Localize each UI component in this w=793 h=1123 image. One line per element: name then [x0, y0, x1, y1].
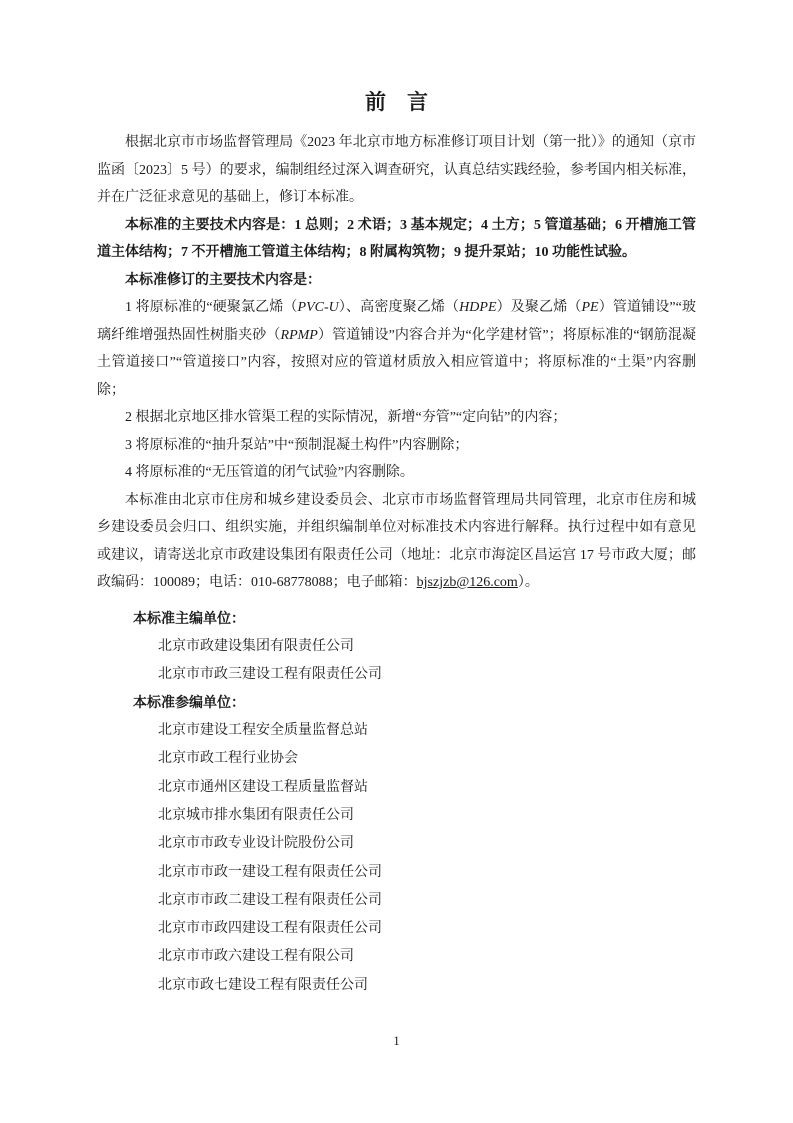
text-run: ）。: [517, 575, 539, 590]
page-footer: [0, 1032, 793, 1050]
paragraph: [97, 129, 696, 212]
unit-item: 北京市市政专业设计院股份公司: [158, 836, 354, 852]
participant-editor-unit-list: [97, 717, 696, 1000]
text-run: ）、高密度聚乙烯（: [338, 300, 460, 315]
unit-item: 北京市市政二建设工程有限责任公司: [158, 892, 382, 908]
editor-units-section: [97, 606, 696, 1001]
paragraph: [97, 294, 696, 404]
text-run: 根据北京市市场监督管理局《2023 年北京市地方标准修订项目计划（第一批）》的通知（京市监函〔2023〕5 号）的要求，编制组经过深入调查研究，认真总结实践经验，参考国内相关标准，并在广泛征求意见的基础上，修订本标准。: [97, 135, 696, 205]
text-run: 2 根据北京地区排水管渠工程的实际情况，新增“夯管”“定向钻”的内容；: [125, 410, 567, 425]
text-run: 本标准修订的主要技术内容是：: [125, 272, 321, 288]
page-title: 前 言: [365, 90, 428, 114]
text-run: 4 将原标准的“无压管道的闭气试验”内容删除。: [125, 465, 414, 480]
paragraph: [97, 459, 696, 487]
text-run: ）管道铺设”“玻璃纤维增强热固性树脂夹砂（: [97, 300, 697, 343]
text-run: 1 将原标准的“硬聚氯乙烯（: [125, 300, 298, 315]
text-run: 本标准由北京市住房和城乡建设委员会、北京市市场监督管理局共同管理，北京市住房和城乡建设委员会归口、组织实施，并组织编制单位对标准技术内容进行解释。执行过程中如有意见或建议，请寄送北京市政建设集团有限责任公司（地址：北京市海淀区昌运宫 17 号市政大厦；邮政编码：100089；电话：010-68778088；电子邮箱：: [97, 492, 696, 590]
text-run: HDPE: [459, 300, 497, 315]
text-run: 本标准的主要技术内容是：1 总则；2 术语；3 基本规定；4 土方；5 管道基础；6 开槽施工管道主体结构；7 不开槽施工管道主体结构；8 附属构筑物；9 提升泵站；10 功能性试验。: [97, 217, 696, 260]
unit-item: 北京市政工程行业协会: [158, 751, 298, 767]
paragraph: [97, 487, 696, 597]
paragraph: [97, 404, 696, 432]
paragraph-container: [97, 129, 696, 597]
page-number: 1: [393, 1034, 400, 1048]
text-run: PE: [581, 300, 599, 315]
unit-item: 北京市市政三建设工程有限责任公司: [158, 667, 382, 683]
paragraph: [97, 432, 696, 460]
paragraph: [97, 212, 696, 267]
text-run: ）管道铺设”内容合并为“化学建材管”；将原标准的“钢筋混凝土管道接口”“管道接口”内容，按照对应的管道材质放入相应管道中；将原标准的“土渠”内容删除；: [97, 327, 696, 398]
paragraph: [97, 267, 696, 295]
text-run: 3 将原标准的“抽升泵站”中“预制混凝土构件”内容删除；: [125, 437, 469, 453]
unit-item: 北京市通州区建设工程质量监督站: [158, 779, 368, 795]
participant-editor-label: 本标准参编单位：: [133, 695, 245, 711]
chief-editor-unit-list: [97, 633, 696, 690]
text-run: RPMP: [280, 327, 318, 343]
unit-item: 北京市政七建设工程有限责任公司: [158, 977, 368, 993]
email-link[interactable]: bjszjzb@126.com: [416, 575, 518, 590]
unit-item: 北京城市排水集团有限责任公司: [158, 807, 354, 823]
text-run: PVC-U: [297, 300, 339, 315]
text-run: ）及聚乙烯（: [496, 300, 582, 315]
unit-item: 北京市市政四建设工程有限责任公司: [158, 921, 382, 937]
chief-editor-label: 本标准主编单位：: [133, 611, 245, 627]
document-content: [97, 86, 696, 1000]
unit-item: 北京市市政一建设工程有限责任公司: [158, 864, 382, 880]
unit-item: 北京市政建设集团有限责任公司: [158, 639, 354, 654]
unit-item: 北京市建设工程安全质量监督总站: [158, 723, 368, 739]
unit-item: 北京市市政六建设工程有限公司: [158, 949, 354, 965]
